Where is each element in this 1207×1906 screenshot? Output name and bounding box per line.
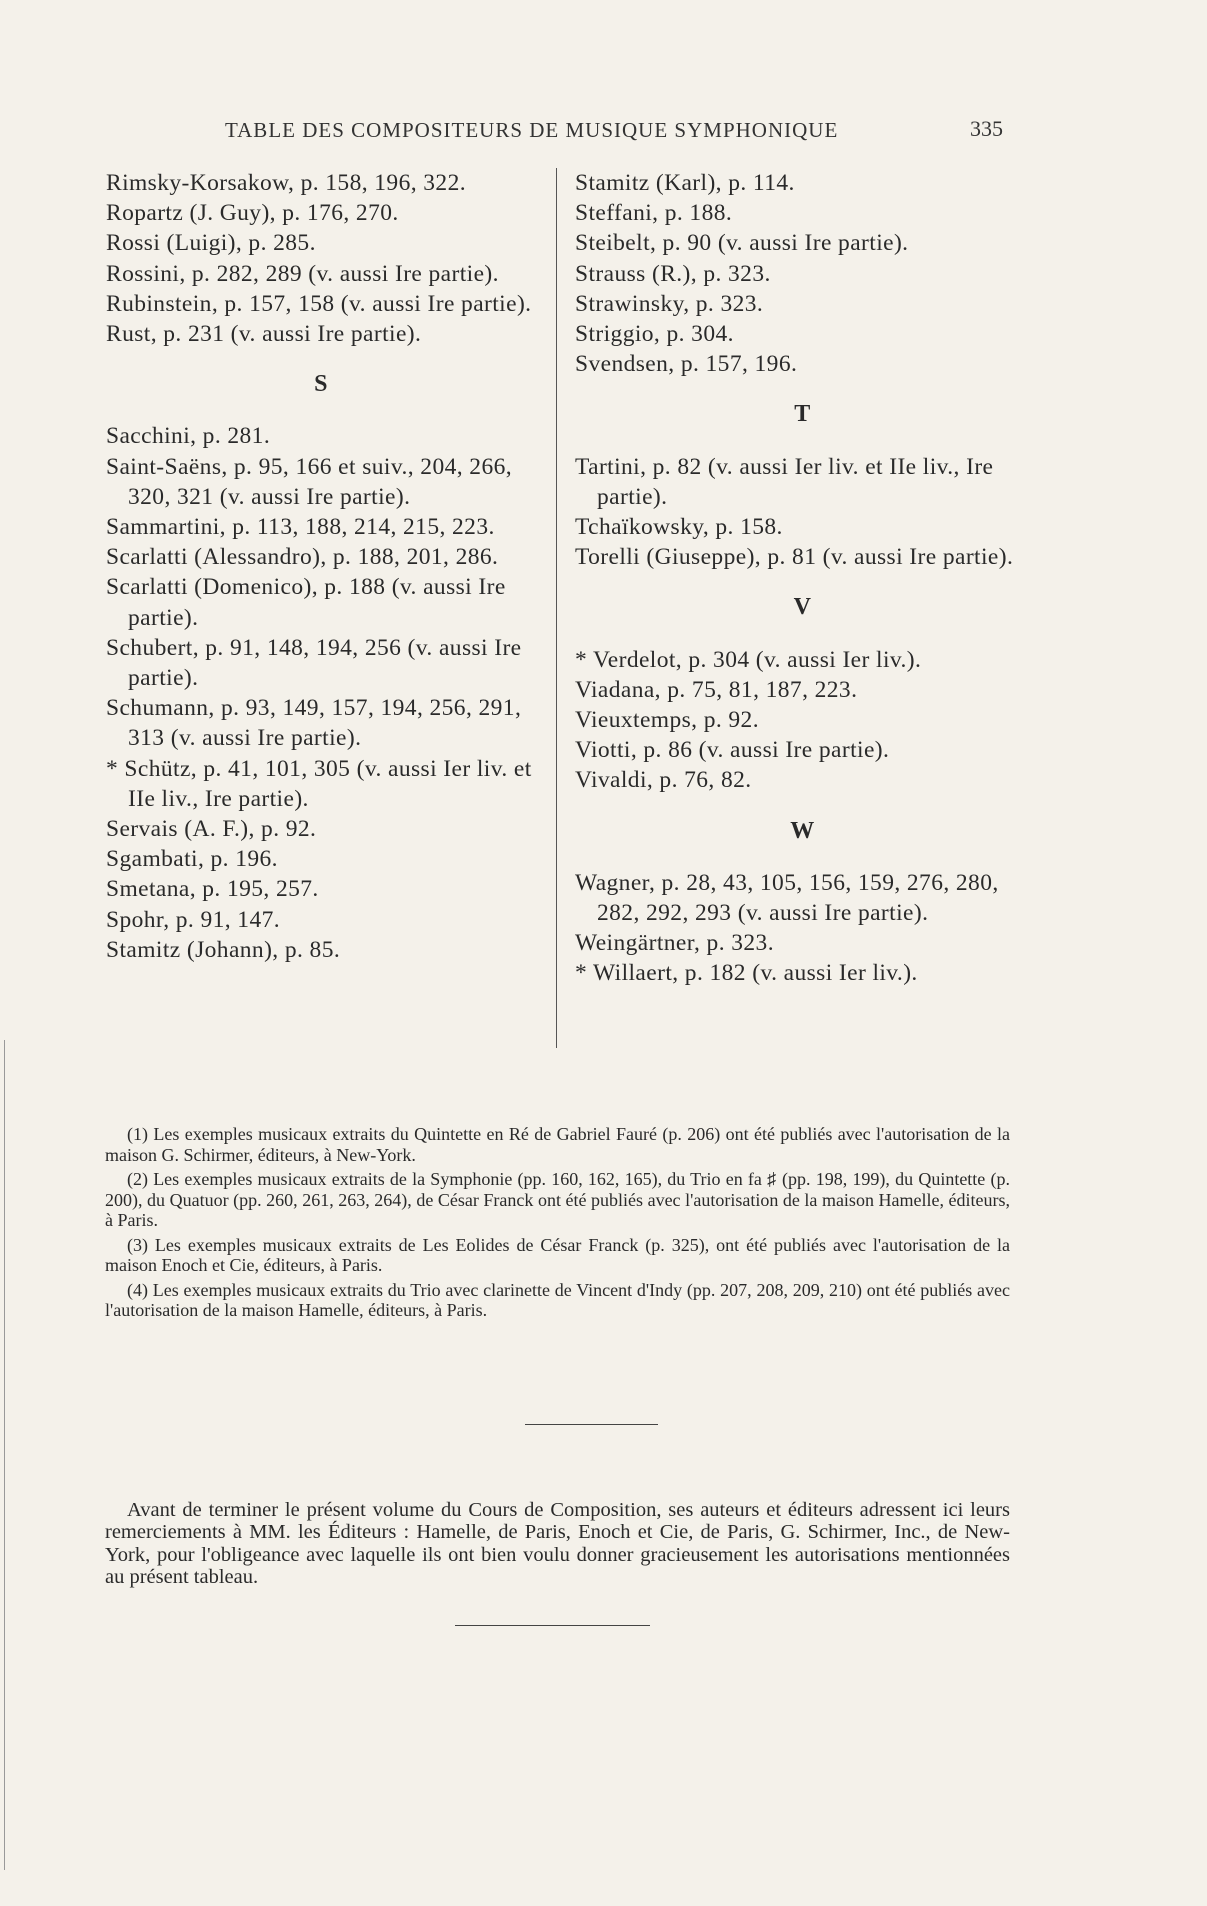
index-entry: Rossi (Luigi), p. 285. (106, 230, 316, 257)
index-entry: Scarlatti (Alessandro), p. 188, 201, 286. (106, 544, 499, 571)
running-header: TABLE DES COMPOSITEURS DE MUSIQUE SYMPHONIQUE (225, 118, 839, 142)
index-entry: Strauss (R.), p. 323. (575, 260, 771, 287)
index-entry: Wagner, p. 28, 43, 105, 156, 159, 276, 280, 282, 292, 293 (v. aussi Ire partie). (575, 869, 999, 927)
index-entry: Steibelt, p. 90 (v. aussi Ire partie). (575, 230, 909, 257)
index-entry: Weingärtner, p. 323. (575, 930, 774, 957)
footnote: (2) Les exemples musicaux extraits de la Symphonie (pp. 160, 162, 165), du Trio en fa ♯ (pp. 198, 199), du Quintette (p. 200), du Quatuor (pp. 260, 261, 263, 264), de César Franck ont été publiés avec l'autorisation de la maison Hamelle, éditeurs, à Paris. (105, 1169, 1010, 1230)
footnotes (105, 1124, 1010, 1325)
section-letter: W (790, 817, 815, 844)
footnote: (1) Les exemples musicaux extraits du Quintette en Ré de Gabriel Fauré (p. 206) ont été publiés avec l'autorisation de la maison G. Schirmer, éditeurs, à New-York. (105, 1124, 1010, 1165)
index-entry: Spohr, p. 91, 147. (106, 906, 281, 933)
index-entry: * Willaert, p. 182 (v. aussi Ier liv.). (575, 960, 918, 987)
index-column-right (575, 168, 1030, 989)
separator-rule (525, 1424, 658, 1425)
index-entry: Schumann, p. 93, 149, 157, 194, 256, 291, 313 (v. aussi Ire partie). (106, 695, 522, 752)
index-entry: Saint-Saëns, p. 95, 166 et suiv., 204, 266, 320, 321 (v. aussi Ire partie). (106, 453, 513, 510)
index-entry: Striggio, p. 304. (575, 321, 734, 348)
index-entry: Sammartini, p. 113, 188, 214, 215, 223. (106, 514, 495, 541)
index-entry: Rimsky-Korsakow, p. 158, 196, 322. (106, 170, 466, 196)
index-entry: Sgambati, p. 196. (106, 846, 278, 873)
separator-rule (455, 1625, 650, 1626)
page-number: 335 (970, 116, 1003, 141)
index-entry: Ropartz (J. Guy), p. 176, 270. (106, 200, 399, 227)
index-entry: Svendsen, p. 157, 196. (575, 351, 798, 378)
column-divider (556, 168, 557, 1048)
index-entry: Torelli (Giuseppe), p. 81 (v. aussi Ire partie). (575, 544, 1014, 571)
index-entry: Steffani, p. 188. (575, 200, 733, 227)
index-entry: Tartini, p. 82 (v. aussi Ier liv. et IIe liv., Ire partie). (575, 453, 994, 510)
index-entry: Servais (A. F.), p. 92. (106, 816, 317, 843)
index-entry: Strawinsky, p. 323. (575, 290, 764, 317)
index-column-left (106, 168, 546, 965)
index-entry: Sacchini, p. 281. (106, 423, 271, 450)
index-entry: * Verdelot, p. 304 (v. aussi Ier liv.). (575, 646, 922, 673)
closing-paragraph: Avant de terminer le présent volume du Cours de Composition, ses auteurs et éditeurs adressent ici leurs remerciements à MM. les Éditeurs : Hamelle, de Paris, Enoch et Cie, de Paris, G. Schirmer, Inc., de New-York, pour l'obligeance avec laquelle ils ont bien voulu donner gracieusement les autorisations mentionnées au présent tableau. (105, 1498, 1010, 1588)
index-entry: Stamitz (Karl), p. 114. (575, 170, 795, 196)
index-entry: Vivaldi, p. 76, 82. (575, 767, 752, 794)
index-entry: Rust, p. 231 (v. aussi Ire partie). (106, 321, 422, 348)
index-entry: Schubert, p. 91, 148, 194, 256 (v. aussi Ire partie). (106, 634, 522, 692)
footnote: (4) Les exemples musicaux extraits du Trio avec clarinette de Vincent d'Indy (pp. 207, 208, 209, 210) ont été publiés avec l'autorisation de la maison Hamelle, éditeurs, à Paris. (105, 1279, 1010, 1320)
footnote: (3) Les exemples musicaux extraits de Les Eolides de César Franck (p. 325), ont été publiés avec l'autorisation de la maison Enoch et Cie, éditeurs, à Paris. (105, 1234, 1010, 1275)
index-entry: Vieuxtemps, p. 92. (575, 707, 759, 734)
section-letter: T (794, 401, 811, 428)
index-entry: Rossini, p. 282, 289 (v. aussi Ire partie). (106, 260, 499, 287)
section-letter: S (314, 371, 328, 398)
section-letter: V (793, 594, 812, 621)
index-entry: Scarlatti (Domenico), p. 188 (v. aussi Ire partie). (106, 574, 506, 631)
index-entry: Smetana, p. 195, 257. (106, 876, 319, 903)
index-entry: Rubinstein, p. 157, 158 (v. aussi Ire partie). (106, 290, 532, 317)
index-entry: * Schütz, p. 41, 101, 305 (v. aussi Ier liv. et IIe liv., Ire partie). (106, 755, 532, 812)
index-entry: Viadana, p. 75, 81, 187, 223. (575, 676, 858, 703)
index-entry: Tchaïkowsky, p. 158. (575, 514, 783, 541)
scan-margin-line (4, 1040, 5, 1870)
index-entry: Stamitz (Johann), p. 85. (106, 936, 341, 963)
index-entry: Viotti, p. 86 (v. aussi Ire partie). (575, 737, 890, 764)
